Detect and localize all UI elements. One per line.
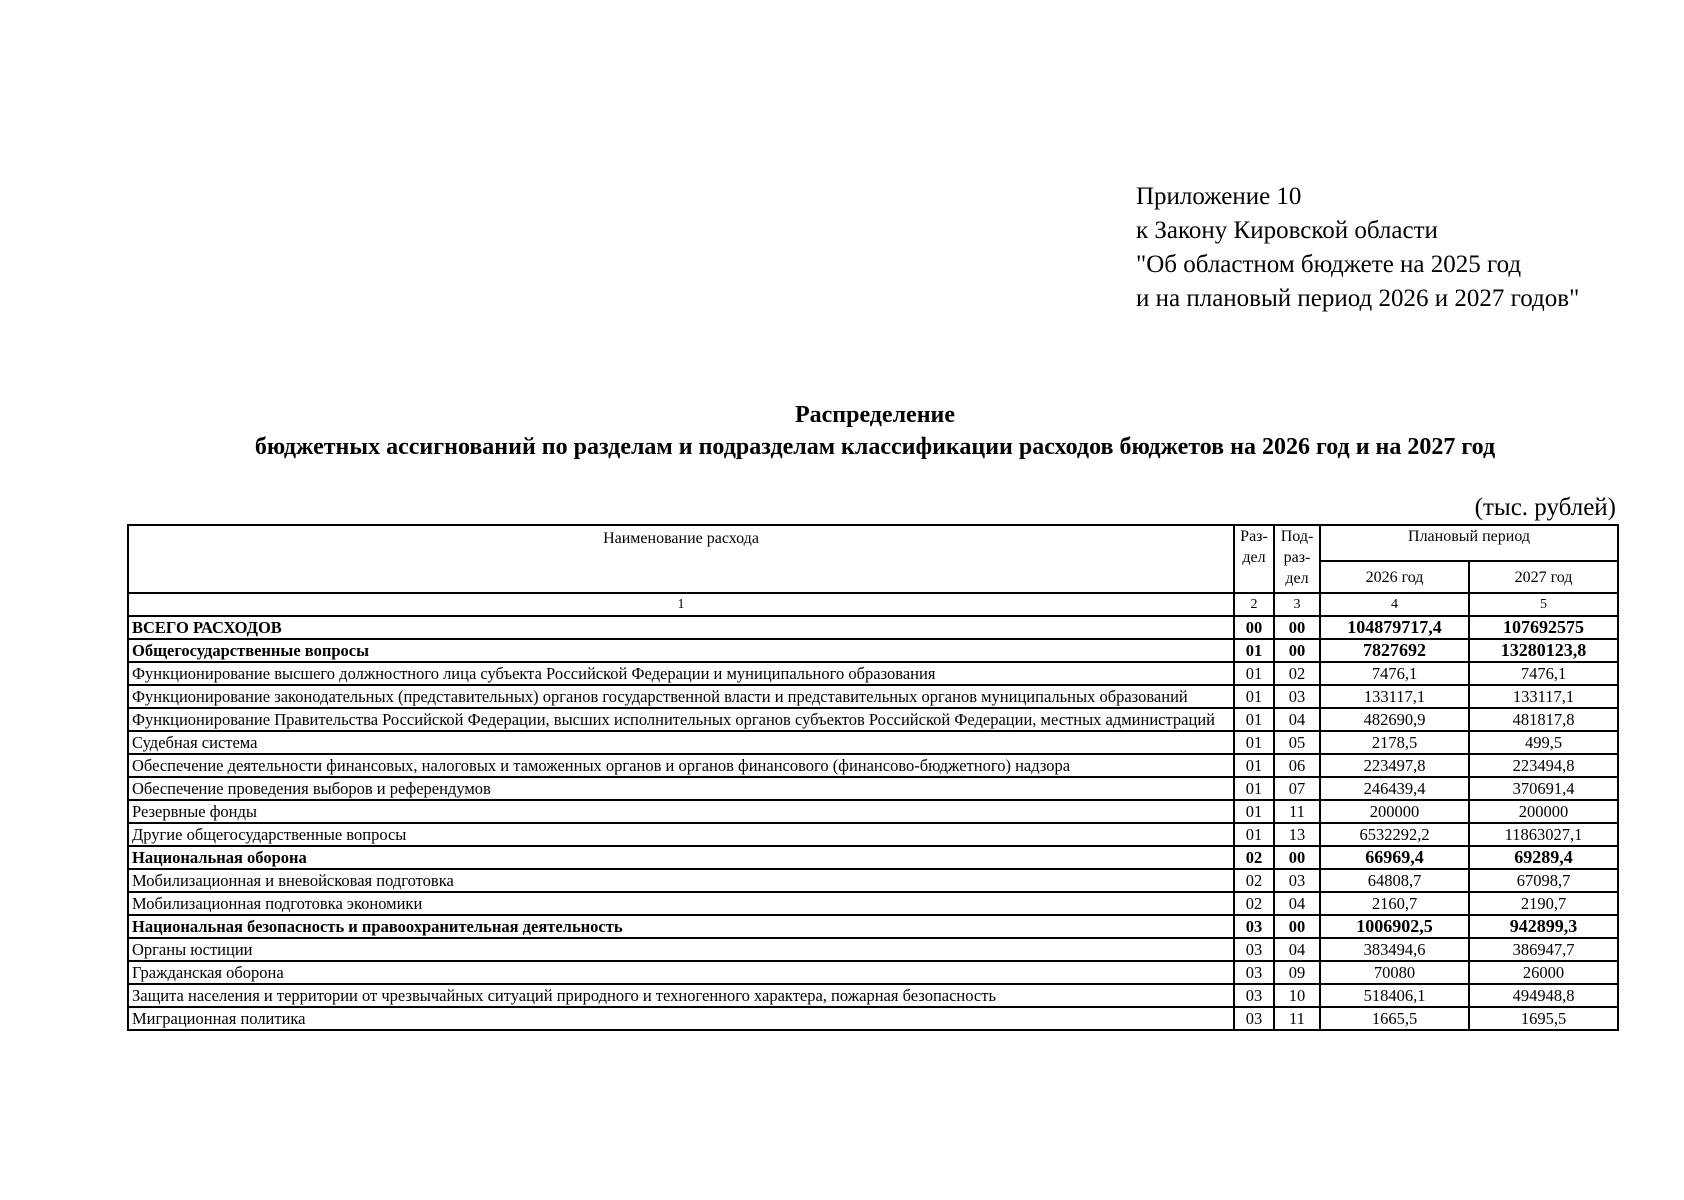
row-subsection: 00 — [1274, 639, 1320, 662]
document-subtitle: бюджетных ассигнований по разделам и подразделам классификации расходов бюджетов на 2026 год и на 2027 год — [254, 434, 1496, 460]
table-row — [128, 662, 1618, 685]
row-subsection: 00 — [1274, 846, 1320, 869]
table-row — [128, 1007, 1618, 1030]
table-row — [128, 892, 1618, 915]
table-row — [128, 754, 1618, 777]
table-row — [128, 823, 1618, 846]
row-subsection: 00 — [1274, 915, 1320, 938]
row-name: Обеспечение проведения выборов и референдумов — [128, 777, 1234, 800]
row-value-2026: 7476,1 — [1320, 662, 1469, 685]
row-section: 03 — [1234, 961, 1274, 984]
table-row — [128, 708, 1618, 731]
table-row — [128, 800, 1618, 823]
header-subsection: Под-раз-дел — [1274, 525, 1320, 593]
row-value-2026: 482690,9 — [1320, 708, 1469, 731]
row-subsection: 02 — [1274, 662, 1320, 685]
column-number-row — [128, 593, 1618, 616]
row-subsection: 00 — [1274, 616, 1320, 639]
row-value-2027: 107692575 — [1469, 616, 1618, 639]
row-section: 03 — [1234, 938, 1274, 961]
row-value-2027: 26000 — [1469, 961, 1618, 984]
row-value-2026: 133117,1 — [1320, 685, 1469, 708]
row-name: Судебная система — [128, 731, 1234, 754]
row-value-2026: 1006902,5 — [1320, 915, 1469, 938]
row-section: 01 — [1234, 823, 1274, 846]
units-label: (тыс. рублей) — [1474, 494, 1616, 521]
column-number: 5 — [1469, 593, 1618, 616]
row-name: Другие общегосударственные вопросы — [128, 823, 1234, 846]
row-name: Мобилизационная подготовка экономики — [128, 892, 1234, 915]
row-value-2026: 2160,7 — [1320, 892, 1469, 915]
table-row — [128, 961, 1618, 984]
row-value-2027: 494948,8 — [1469, 984, 1618, 1007]
row-value-2026: 518406,1 — [1320, 984, 1469, 1007]
row-value-2026: 1665,5 — [1320, 1007, 1469, 1030]
row-section: 01 — [1234, 731, 1274, 754]
row-value-2026: 104879717,4 — [1320, 616, 1469, 639]
row-name: Органы юстиции — [128, 938, 1234, 961]
appendix-line: и на плановый период 2026 и 2027 годов" — [1136, 285, 1580, 312]
row-value-2027: 370691,4 — [1469, 777, 1618, 800]
row-value-2027: 11863027,1 — [1469, 823, 1618, 846]
column-number: 3 — [1274, 593, 1320, 616]
row-name: Общегосударственные вопросы — [128, 639, 1234, 662]
row-section: 02 — [1234, 892, 1274, 915]
row-value-2027: 7476,1 — [1469, 662, 1618, 685]
row-section: 02 — [1234, 846, 1274, 869]
table-row — [128, 984, 1618, 1007]
row-name: Национальная оборона — [128, 846, 1234, 869]
row-name: Функционирование высшего должностного лица субъекта Российской Федерации и муниципального образования — [128, 662, 1234, 685]
row-subsection: 13 — [1274, 823, 1320, 846]
row-value-2026: 64808,7 — [1320, 869, 1469, 892]
row-section: 00 — [1234, 616, 1274, 639]
header-name: Наименование расхода — [128, 525, 1234, 593]
row-subsection: 05 — [1274, 731, 1320, 754]
row-value-2027: 69289,4 — [1469, 846, 1618, 869]
table-row — [128, 685, 1618, 708]
row-name: ВСЕГО РАСХОДОВ — [128, 616, 1234, 639]
row-section: 03 — [1234, 915, 1274, 938]
row-value-2027: 200000 — [1469, 800, 1618, 823]
row-name: Миграционная политика — [128, 1007, 1234, 1030]
column-number: 1 — [128, 593, 1234, 616]
row-name: Мобилизационная и вневойсковая подготовка — [128, 869, 1234, 892]
row-section: 01 — [1234, 639, 1274, 662]
table-row — [128, 938, 1618, 961]
budget-table — [127, 524, 1619, 1031]
row-value-2027: 223494,8 — [1469, 754, 1618, 777]
row-subsection: 10 — [1274, 984, 1320, 1007]
header-year-2027: 2027 год — [1469, 561, 1618, 593]
row-subsection: 11 — [1274, 800, 1320, 823]
row-section: 02 — [1234, 869, 1274, 892]
row-value-2026: 7827692 — [1320, 639, 1469, 662]
header-year-2026: 2026 год — [1320, 561, 1469, 593]
row-value-2026: 66969,4 — [1320, 846, 1469, 869]
header-plan-period: Плановый период — [1320, 525, 1618, 561]
row-value-2026: 383494,6 — [1320, 938, 1469, 961]
row-value-2027: 1695,5 — [1469, 1007, 1618, 1030]
table-row — [128, 731, 1618, 754]
row-section: 01 — [1234, 685, 1274, 708]
row-section: 01 — [1234, 800, 1274, 823]
column-number: 4 — [1320, 593, 1469, 616]
row-section: 03 — [1234, 1007, 1274, 1030]
row-section: 01 — [1234, 662, 1274, 685]
row-value-2026: 200000 — [1320, 800, 1469, 823]
row-value-2027: 481817,8 — [1469, 708, 1618, 731]
row-name: Обеспечение деятельности финансовых, налоговых и таможенных органов и органов финансового (финансово-бюджетного) надзора — [128, 754, 1234, 777]
table-row — [128, 869, 1618, 892]
row-name: Резервные фонды — [128, 800, 1234, 823]
row-section: 01 — [1234, 754, 1274, 777]
row-value-2026: 2178,5 — [1320, 731, 1469, 754]
table-row — [128, 777, 1618, 800]
row-value-2026: 223497,8 — [1320, 754, 1469, 777]
row-value-2026: 246439,4 — [1320, 777, 1469, 800]
appendix-block — [1136, 180, 1579, 316]
row-name: Функционирование законодательных (представительных) органов государственной власти и представительных органов муниципальных образований — [128, 685, 1234, 708]
table-row — [128, 915, 1618, 938]
row-subsection: 07 — [1274, 777, 1320, 800]
document-title: Распределение — [794, 402, 956, 428]
row-value-2026: 6532292,2 — [1320, 823, 1469, 846]
row-value-2027: 133117,1 — [1469, 685, 1618, 708]
appendix-line: к Закону Кировской области — [1136, 217, 1438, 244]
row-value-2027: 13280123,8 — [1469, 639, 1618, 662]
table-row — [128, 639, 1618, 662]
row-subsection: 03 — [1274, 685, 1320, 708]
row-name: Гражданская оборона — [128, 961, 1234, 984]
row-value-2027: 67098,7 — [1469, 869, 1618, 892]
row-value-2027: 499,5 — [1469, 731, 1618, 754]
row-name: Защита населения и территории от чрезвычайных ситуаций природного и техногенного характера, пожарная безопасность — [128, 984, 1234, 1007]
row-name: Функционирование Правительства Российской Федерации, высших исполнительных органов субъектов Российской Федерации, местных администраций — [128, 708, 1234, 731]
appendix-line: Приложение 10 — [1136, 183, 1302, 210]
table-row — [128, 616, 1618, 639]
row-subsection: 04 — [1274, 892, 1320, 915]
row-value-2026: 70080 — [1320, 961, 1469, 984]
row-subsection: 11 — [1274, 1007, 1320, 1030]
row-section: 01 — [1234, 708, 1274, 731]
row-value-2027: 942899,3 — [1469, 915, 1618, 938]
row-name: Национальная безопасность и правоохранительная деятельность — [128, 915, 1234, 938]
row-section: 01 — [1234, 777, 1274, 800]
row-subsection: 04 — [1274, 708, 1320, 731]
row-subsection: 09 — [1274, 961, 1320, 984]
row-subsection: 03 — [1274, 869, 1320, 892]
row-subsection: 06 — [1274, 754, 1320, 777]
header-section: Раз-дел — [1234, 525, 1274, 593]
row-value-2027: 386947,7 — [1469, 938, 1618, 961]
table-row — [128, 846, 1618, 869]
appendix-line: "Об областном бюджете на 2025 год — [1136, 251, 1522, 278]
column-number: 2 — [1234, 593, 1274, 616]
row-value-2027: 2190,7 — [1469, 892, 1618, 915]
row-section: 03 — [1234, 984, 1274, 1007]
row-subsection: 04 — [1274, 938, 1320, 961]
